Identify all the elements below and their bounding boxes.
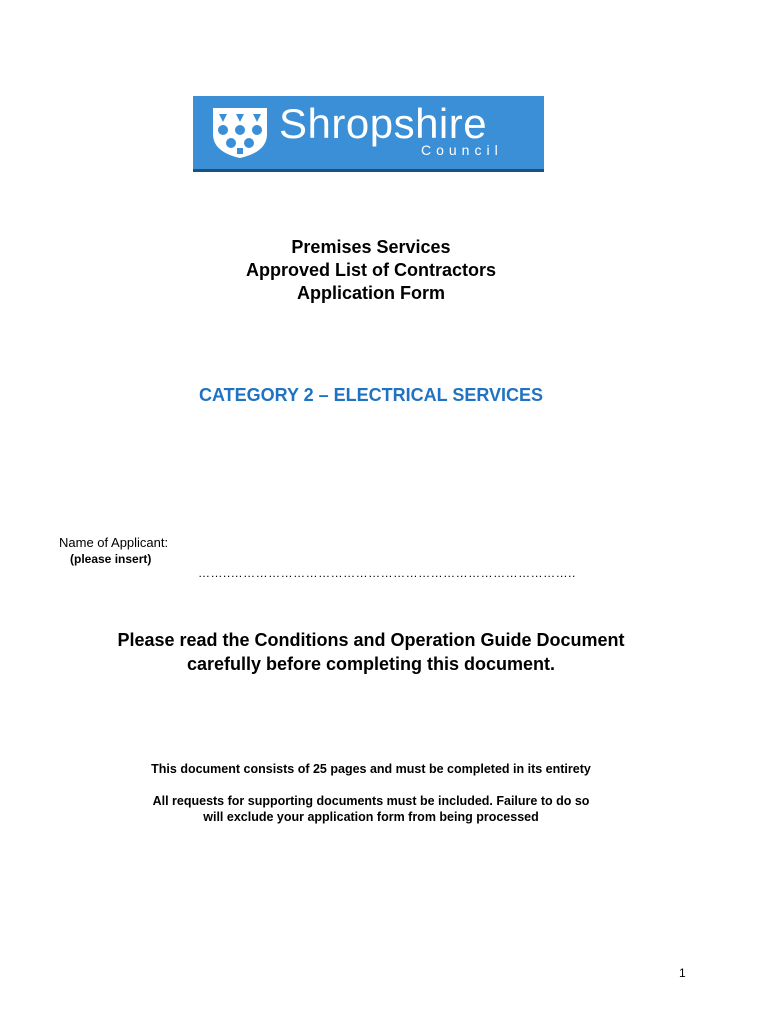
county-crest-icon [207,104,273,160]
logo-brand-subtitle: Council [421,142,503,158]
applicant-name-label: Name of Applicant: [59,535,169,550]
title-line-3: Application Form [297,283,445,303]
title-line-2: Approved List of Contractors [245,260,496,280]
document-title [0,236,742,305]
supporting-note-line-2: will exclude your application form from being processed [203,810,539,824]
page-number: 1 [679,966,686,980]
supporting-documents-note [0,793,742,825]
applicant-name-hint: (please insert) [70,552,152,566]
title-line-1: Premises Services [291,237,451,257]
supporting-note-line-1: All requests for supporting documents must be included. Failure to do so [152,794,590,808]
logo-brand-name: Shropshire [279,100,488,147]
page-count-note: This document consists of 25 pages and must be completed in its entirety [151,762,591,776]
notice-line-2: carefully before completing this document. [186,654,556,674]
shropshire-council-logo [193,96,544,172]
applicant-name-field[interactable]: ……..……………………………………………………………………….. [198,566,576,580]
read-conditions-notice [0,628,742,676]
notice-line-1: Please read the Conditions and Operation Guide Document [117,630,625,650]
category-heading: CATEGORY 2 – ELECTRICAL SERVICES [198,385,544,405]
